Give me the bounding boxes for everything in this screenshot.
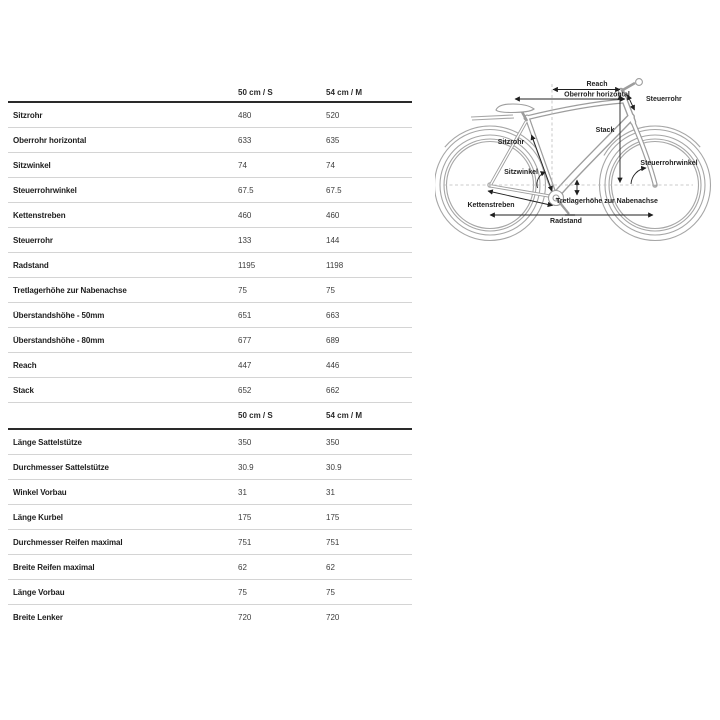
table-row xyxy=(8,103,412,128)
cell-value: 350 xyxy=(326,437,340,447)
handlebar-grip-art xyxy=(636,79,643,86)
cell-value: 62 xyxy=(238,562,247,572)
cell-value: 751 xyxy=(238,537,252,547)
sitzrohr-label: Sitzrohr xyxy=(497,139,525,146)
cell-value: 652 xyxy=(238,385,252,395)
cell-value: 520 xyxy=(326,110,340,120)
row-label: Länge Vorbau xyxy=(13,587,65,597)
row-label: Überstandshöhe - 80mm xyxy=(13,335,105,345)
cell-value: 651 xyxy=(238,310,252,320)
table-row xyxy=(8,580,412,605)
row-label: Durchmesser Sattelstütze xyxy=(13,462,109,472)
cell-value: 635 xyxy=(326,135,340,145)
cell-value: 480 xyxy=(238,110,252,120)
table-row xyxy=(8,128,412,153)
row-label: Breite Lenker xyxy=(13,613,63,622)
cell-value: 30.9 xyxy=(238,462,254,472)
column-header: 50 cm / S xyxy=(238,411,273,420)
cell-value: 175 xyxy=(326,512,340,522)
row-label: Stack xyxy=(13,385,34,395)
cell-value: 133 xyxy=(238,235,252,245)
steuerrohrwinkel-label: Steuerrohrwinkel xyxy=(640,160,698,167)
table-row xyxy=(8,555,412,580)
reach-label: Reach xyxy=(586,81,608,88)
cell-value: 74 xyxy=(326,160,335,170)
cell-value: 144 xyxy=(326,235,340,245)
table-row xyxy=(8,605,412,630)
cell-value: 720 xyxy=(238,613,252,622)
rear-rack-art xyxy=(471,115,514,120)
table-row xyxy=(8,455,412,480)
table-row xyxy=(8,328,412,353)
row-label: Durchmesser Reifen maximal xyxy=(13,537,123,547)
radstand-label: Radstand xyxy=(550,218,582,225)
table-row xyxy=(8,353,412,378)
cell-value: 662 xyxy=(326,385,340,395)
cell-value: 751 xyxy=(326,537,340,547)
cell-value: 75 xyxy=(238,587,247,597)
table-row xyxy=(8,203,412,228)
row-label: Breite Reifen maximal xyxy=(13,562,95,572)
cell-value: 62 xyxy=(326,562,335,572)
cell-value: 67.5 xyxy=(326,185,342,195)
cell-value: 460 xyxy=(238,210,252,220)
stack-label: Stack xyxy=(595,127,615,134)
bike-diagram-svg xyxy=(435,60,720,255)
table-row xyxy=(8,530,412,555)
table-row xyxy=(8,430,412,455)
row-label: Kettenstreben xyxy=(13,210,66,220)
cell-value: 460 xyxy=(326,210,340,220)
cell-value: 75 xyxy=(238,285,247,295)
row-label: Reach xyxy=(13,360,37,370)
table-row xyxy=(8,153,412,178)
stem-art xyxy=(621,83,635,91)
row-label: Winkel Vorbau xyxy=(13,487,67,497)
tretlagerhoehe-label: Tretlagerhöhe zur Nabenachse xyxy=(556,198,658,205)
oberrohr-label: Oberrohr horizontal xyxy=(564,91,630,99)
row-label: Länge Sattelstütze xyxy=(13,437,82,447)
cell-value: 31 xyxy=(326,487,335,497)
cell-value: 1198 xyxy=(326,260,344,270)
table-row xyxy=(8,378,412,403)
table-header-row xyxy=(8,84,412,103)
cell-value: 175 xyxy=(238,512,252,522)
row-label: Steuerrohr xyxy=(13,235,53,245)
column-header: 54 cm / M xyxy=(326,88,363,97)
table-row xyxy=(8,178,412,203)
cell-value: 75 xyxy=(326,587,335,597)
cell-value: 720 xyxy=(326,613,340,622)
cell-value: 67.5 xyxy=(238,185,254,195)
saddle-art xyxy=(496,104,534,113)
cell-value: 447 xyxy=(238,360,252,370)
row-label: Radstand xyxy=(13,260,49,270)
cell-value: 75 xyxy=(326,285,335,295)
geometry-table xyxy=(8,84,412,630)
row-label: Steuerrohrwinkel xyxy=(13,185,77,195)
cell-value: 31 xyxy=(238,487,247,497)
cell-value: 74 xyxy=(238,160,247,170)
cell-value: 689 xyxy=(326,335,340,345)
table-row xyxy=(8,253,412,278)
table-row xyxy=(8,303,412,328)
kettenstreben-label: Kettenstreben xyxy=(467,202,515,209)
row-label: Sitzwinkel xyxy=(13,160,51,170)
bike-geometry-diagram xyxy=(435,60,720,255)
row-label: Oberrohr horizontal xyxy=(13,135,87,145)
table-row xyxy=(8,228,412,253)
column-header: 50 cm / S xyxy=(238,88,273,97)
measurement-labels xyxy=(467,81,697,225)
cell-value: 350 xyxy=(238,437,252,447)
row-label: Länge Kurbel xyxy=(13,512,63,522)
cell-value: 446 xyxy=(326,360,340,370)
table-row xyxy=(8,505,412,530)
cell-value: 633 xyxy=(238,135,252,145)
table-header-row xyxy=(8,403,412,430)
table-row xyxy=(8,278,412,303)
row-label: Überstandshöhe - 50mm xyxy=(13,310,105,320)
table-row xyxy=(8,480,412,505)
cell-value: 663 xyxy=(326,310,340,320)
row-label: Sitzrohr xyxy=(13,110,43,120)
cell-value: 30.9 xyxy=(326,462,342,472)
row-label: Tretlagerhöhe zur Nabenachse xyxy=(13,285,127,295)
column-header: 54 cm / M xyxy=(326,411,363,420)
sitzwinkel-label: Sitzwinkel xyxy=(504,169,538,176)
cell-value: 677 xyxy=(238,335,252,345)
cell-value: 1195 xyxy=(238,260,256,270)
steuerrohr-label: Steuerrohr xyxy=(646,96,682,103)
steuerrohrwinkel-arc-arrow xyxy=(631,168,646,184)
